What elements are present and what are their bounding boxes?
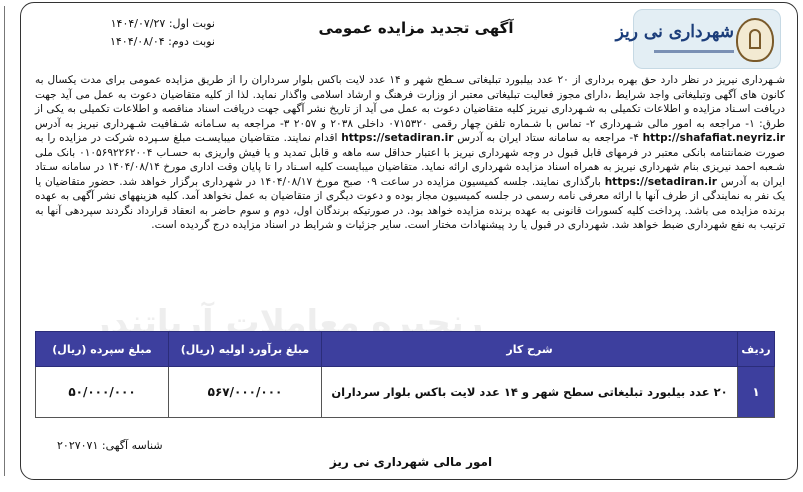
- second-run-label: نوبت دوم:: [168, 35, 215, 48]
- first-run-date: ۱۴۰۴/۰۷/۲۷: [110, 17, 166, 30]
- announcement-body: [35, 73, 785, 233]
- body-paragraph-4: بارگذاری نمایند. جلسه کمیسیون مزایده در ساعت ۰۹ صبح مورخ ۱۴۰۴/۰۸/۱۷ در شهرداری برگزار خواهد شد. حضور متقاضیان یا یک نفر به نمایندگی از طرف آنها با ارائه معرفی نامه رسمی در جلسه کمیسیون مجاز بوده و دعوت دیگری از متقاضیان به عمل نخواهد آمد. کلیه هزینههای نشر آگهی به عهده برنده مزایده می باشد. پرداخت کلیه کسورات قانونی به عهده برنده مزایده خواهد بود. در صورتیکه برندگان اول، دوم و سوم حاضر به انعقاد قرارداد نگردند سپردهی آنها به ترتیب به نفع شهرداری ضبط خواهد شد. شهرداری در قبول یا رد پیشنهادات مختار است. سایر جزئیات و شرایط در اسناد مزایده درج گردیده است.: [35, 175, 785, 231]
- col-deposit: مبلغ سپرده (ریال): [36, 332, 169, 367]
- second-run-date: ۱۴۰۴/۰۸/۰۴: [109, 35, 165, 48]
- left-margin-rule: [4, 6, 5, 476]
- signature: امور مالی شهرداری نی ریز: [329, 455, 493, 469]
- watermark: رنجیره معاملات آریاتندر: [91, 303, 484, 343]
- page-title: آگهی تجدید مزایده عمومی: [318, 19, 514, 37]
- body-paragraph-3: اقدام نمایند. متقاضیان میبایسـت مبلغ سـپرده شرکت در مزایده را به صورت ضمانتنامه بانکی معتبر در فرمهای قابل قبول در وجه شهرداری نیریز با اعتبار حداقل سه ماهه و قابل تمدید و یا فیش واریزی به حسـاب ۰۱۰۵۶۹۲۲۶۲۰۰۴ بانک ملی شـعبه احمد نیریزی بنام شهرداری نیریز به همراه اسناد مزایده شهرداری ارائه نماید. متقاضیان میبایست کلیه اسـناد را تا پایان وقت اداری مورخ ۱۴۰۴/۰۸/۱۴ در سامانه سـتاد ایران به آدرس: [35, 132, 785, 188]
- row-deposit: ۵۰/۰۰۰/۰۰۰: [36, 367, 169, 418]
- logo-text: شهرداری نی ریز: [615, 22, 734, 42]
- row-description: ۲۰ عدد بیلبورد تبلیغاتی سطح شهر و ۱۴ عدد لایت باکس بلوار سرداران: [322, 367, 738, 418]
- row-estimate: ۵۶۷/۰۰۰/۰۰۰: [169, 367, 322, 418]
- publication-dates: [45, 15, 215, 51]
- ad-identifier: [57, 439, 163, 452]
- table-header-row: [36, 332, 775, 367]
- col-row-number: ردیف: [738, 332, 775, 367]
- auction-table: [35, 331, 775, 418]
- body-paragraph-1: شـهرداری نیریز در نظر دارد حق بهره برداری از ۲۰ عدد بیلبورد تبلیغاتی سـطح شهر و ۱۴ عدد لایت باکس بلوار سرداران را از طریق مزایده عمومی برای مدت یکسال به کانون های آگهی وتبلیغاتی واجد شرایط ،دارای مجوز فعالیت تبلیغاتی معتبر از وزارت فرهنگ و ارشاد اسلامی واگذار نماید. لذا از کلیه متقاضیان دعوت به عمل می آید جهت دریافت اسـناد مزایده و اطلاعات تکمیلی به شـهرداری نیریز کلیه متقاضیان دعوت به عمل می آید از تاریخ نشر آگهی جهت دریافت اسناد مناقصه و اطلاعات تکمیلی به یکی از طرق: ۱- مراجعه به امور مالی شـهرداری ۲- تماس با شـماره تلفن چهار رقمی ۰۷۱۵۳۲۰ داخلی ۲۰۳۸ و ۲۰۵۷ ۳- مراجعه به سـامانه شـفافیت شـهرداری نیریز به آدرس: [35, 74, 785, 130]
- setad-link-2[interactable]: https://setadiran.ir: [604, 175, 717, 188]
- ad-id-value: ۲۰۲۷۰۷۱: [57, 439, 99, 452]
- body-paragraph-2: ۴- مراجعه به سامانه ستاد ایران به آدرس: [457, 132, 639, 144]
- header: [21, 3, 797, 73]
- emblem-icon: [736, 18, 774, 62]
- col-description: شرح کار: [322, 332, 738, 367]
- row-number: ۱: [738, 367, 775, 418]
- municipality-logo: [615, 9, 781, 69]
- logo-underline: [654, 50, 734, 53]
- setad-link[interactable]: https://setadiran.ir: [341, 132, 454, 144]
- col-estimate: مبلغ برآورد اولیه (ریال): [169, 332, 322, 367]
- first-run-label: نوبت اول:: [168, 17, 215, 30]
- table-row: [36, 367, 775, 418]
- ad-id-label: شناسه آگهی:: [101, 439, 163, 452]
- transparency-link[interactable]: http://shafafiat.neyriz.ir: [642, 132, 785, 144]
- announcement-frame: [20, 2, 798, 480]
